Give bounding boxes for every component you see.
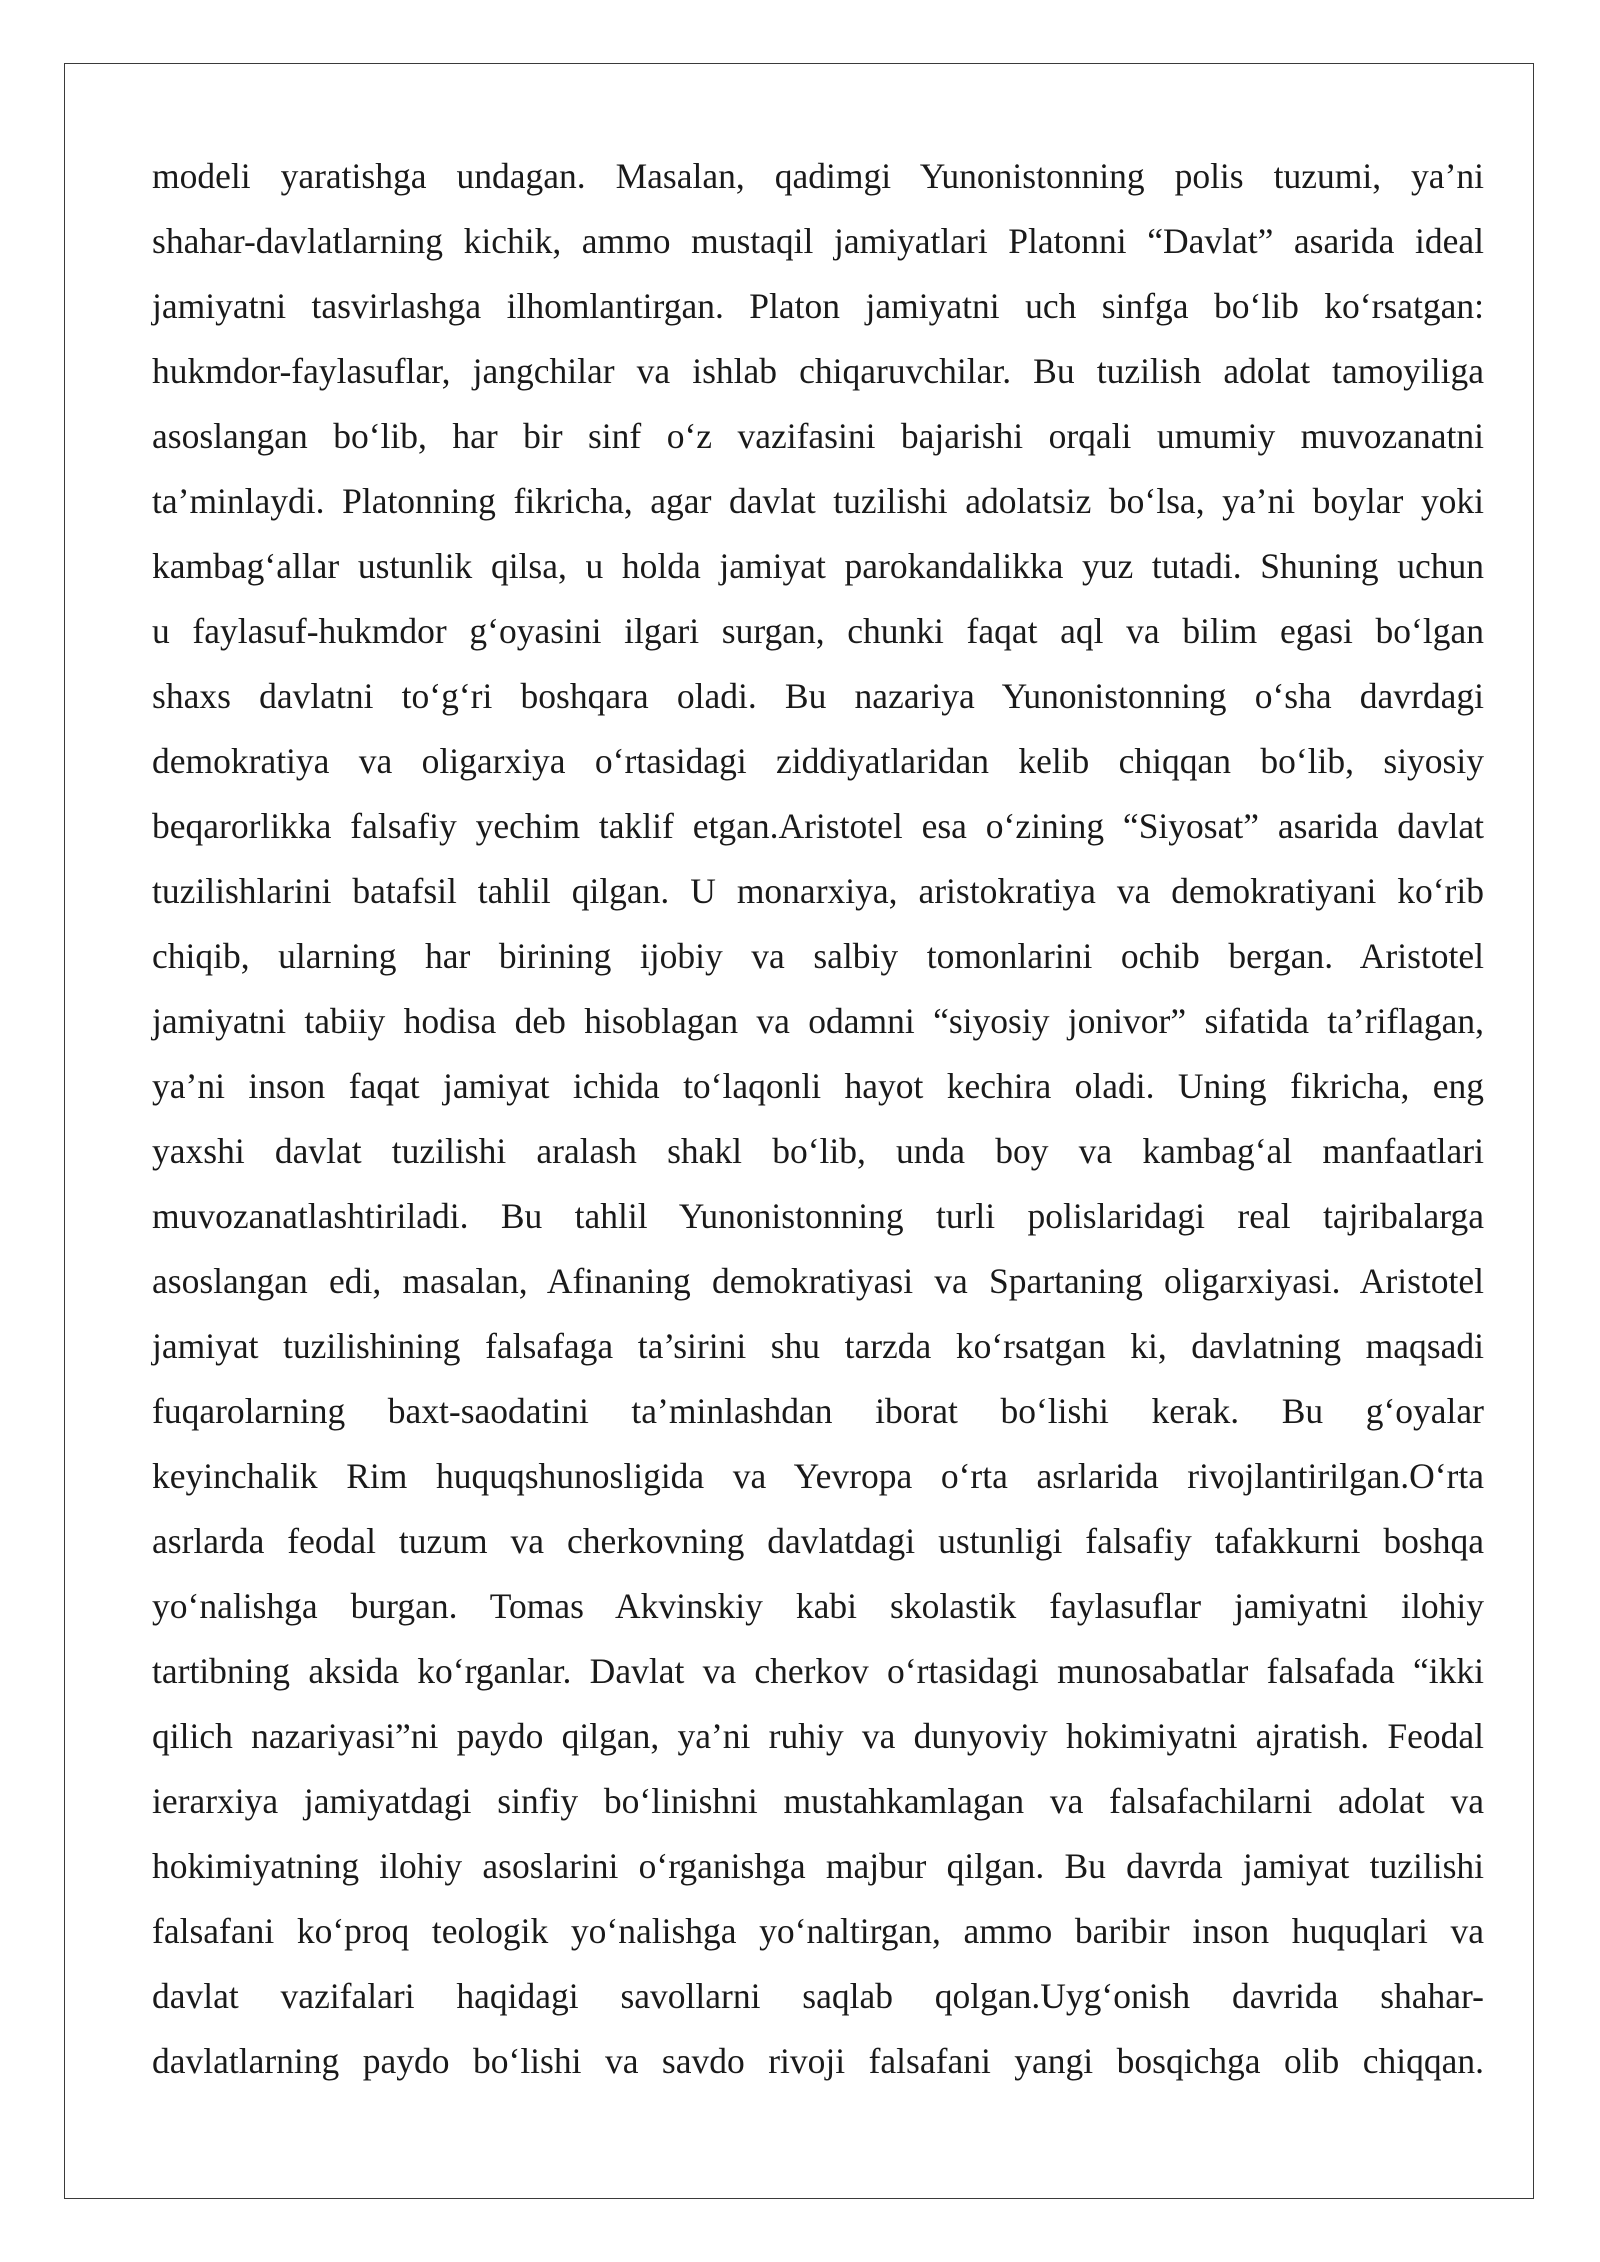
text-line: yo‘nalishga burgan. Tomas Akvinskiy kabi skolastik faylasuflar jamiyatni ilohiy bbox=[152, 1586, 1484, 1626]
text-line: davlat vazifalari haqidagi savollarni saqlab qolgan.Uyg‘onish davrida shahar- bbox=[152, 1976, 1484, 2016]
text-line: ya’ni inson faqat jamiyat ichida to‘laqonli hayot kechira oladi. Uning fikricha, eng bbox=[152, 1066, 1484, 1106]
text-line: fuqarolarning baxt-saodatini ta’minlashdan iborat bo‘lishi kerak. Bu g‘oyalar bbox=[152, 1391, 1484, 1431]
text-line: kambag‘allar ustunlik qilsa, u holda jamiyat parokandalikka yuz tutadi. Shuning uchun bbox=[152, 546, 1484, 586]
body-paragraph bbox=[152, 144, 1484, 2094]
text-line: tartibning aksida ko‘rganlar. Davlat va cherkov o‘rtasidagi munosabatlar falsafada “ikki bbox=[152, 1651, 1484, 1691]
text-line: beqarorlikka falsafiy yechim taklif etgan.Aristotel esa o‘zining “Siyosat” asarida davlat bbox=[152, 806, 1484, 846]
text-line: modeli yaratishga undagan. Masalan, qadimgi Yunonistonning polis tuzumi, ya’ni bbox=[152, 156, 1484, 196]
text-line: qilich nazariyasi”ni paydo qilgan, ya’ni ruhiy va dunyoviy hokimiyatni ajratish. Feodal bbox=[152, 1716, 1484, 1756]
text-line: u faylasuf-hukmdor g‘oyasini ilgari surgan, chunki faqat aql va bilim egasi bo‘lgan bbox=[152, 611, 1484, 651]
text-line: tuzilishlarini batafsil tahlil qilgan. U monarxiya, aristokratiya va demokratiyani ko‘rib bbox=[152, 871, 1484, 911]
text-line: keyinchalik Rim huquqshunosligida va Yevropa o‘rta asrlarida rivojlantirilgan.O‘rta bbox=[152, 1456, 1484, 1496]
text-line: chiqib, ularning har birining ijobiy va salbiy tomonlarini ochib bergan. Aristotel bbox=[152, 936, 1484, 976]
text-line: asoslangan bo‘lib, har bir sinf o‘z vazifasini bajarishi orqali umumiy muvozanatni bbox=[152, 416, 1484, 456]
text-line: ta’minlaydi. Platonning fikricha, agar davlat tuzilishi adolatsiz bo‘lsa, ya’ni boylar yoki bbox=[152, 481, 1484, 521]
text-line: asoslangan edi, masalan, Afinaning demokratiyasi va Spartaning oligarxiyasi. Aristotel bbox=[152, 1261, 1484, 1301]
text-line: davlatlarning paydo bo‘lishi va savdo rivoji falsafani yangi bosqichga olib chiqqan. bbox=[152, 2041, 1484, 2081]
text-line: hukmdor-faylasuflar, jangchilar va ishlab chiqaruvchilar. Bu tuzilish adolat tamoyiliga bbox=[152, 351, 1484, 391]
text-line: muvozanatlashtiriladi. Bu tahlil Yunonistonning turli polislaridagi real tajribalarga bbox=[152, 1196, 1484, 1236]
text-line: falsafani ko‘proq teologik yo‘nalishga yo‘naltirgan, ammo baribir inson huquqlari va bbox=[152, 1911, 1484, 1951]
text-line: jamiyatni tabiiy hodisa deb hisoblagan va odamni “siyosiy jonivor” sifatida ta’riflagan, bbox=[152, 1001, 1484, 1041]
text-line: shahar-davlatlarning kichik, ammo mustaqil jamiyatlari Platonni “Davlat” asarida ideal bbox=[152, 221, 1484, 261]
text-line: demokratiya va oligarxiya o‘rtasidagi ziddiyatlaridan kelib chiqqan bo‘lib, siyosiy bbox=[152, 741, 1484, 781]
text-line: jamiyatni tasvirlashga ilhomlantirgan. Platon jamiyatni uch sinfga bo‘lib ko‘rsatgan: bbox=[152, 286, 1484, 326]
text-line: shaxs davlatni to‘g‘ri boshqara oladi. Bu nazariya Yunonistonning o‘sha davrdagi bbox=[152, 676, 1484, 716]
text-line: hokimiyatning ilohiy asoslarini o‘rganishga majbur qilgan. Bu davrda jamiyat tuzilishi bbox=[152, 1846, 1484, 1886]
text-line: jamiyat tuzilishining falsafaga ta’sirini shu tarzda ko‘rsatgan ki, davlatning maqsadi bbox=[152, 1326, 1484, 1366]
text-line: ierarxiya jamiyatdagi sinfiy bo‘linishni mustahkamlagan va falsafachilarni adolat va bbox=[152, 1781, 1484, 1821]
text-line: asrlarda feodal tuzum va cherkovning davlatdagi ustunligi falsafiy tafakkurni boshqa bbox=[152, 1521, 1484, 1561]
text-line: yaxshi davlat tuzilishi aralash shakl bo‘lib, unda boy va kambag‘al manfaatlari bbox=[152, 1131, 1484, 1171]
